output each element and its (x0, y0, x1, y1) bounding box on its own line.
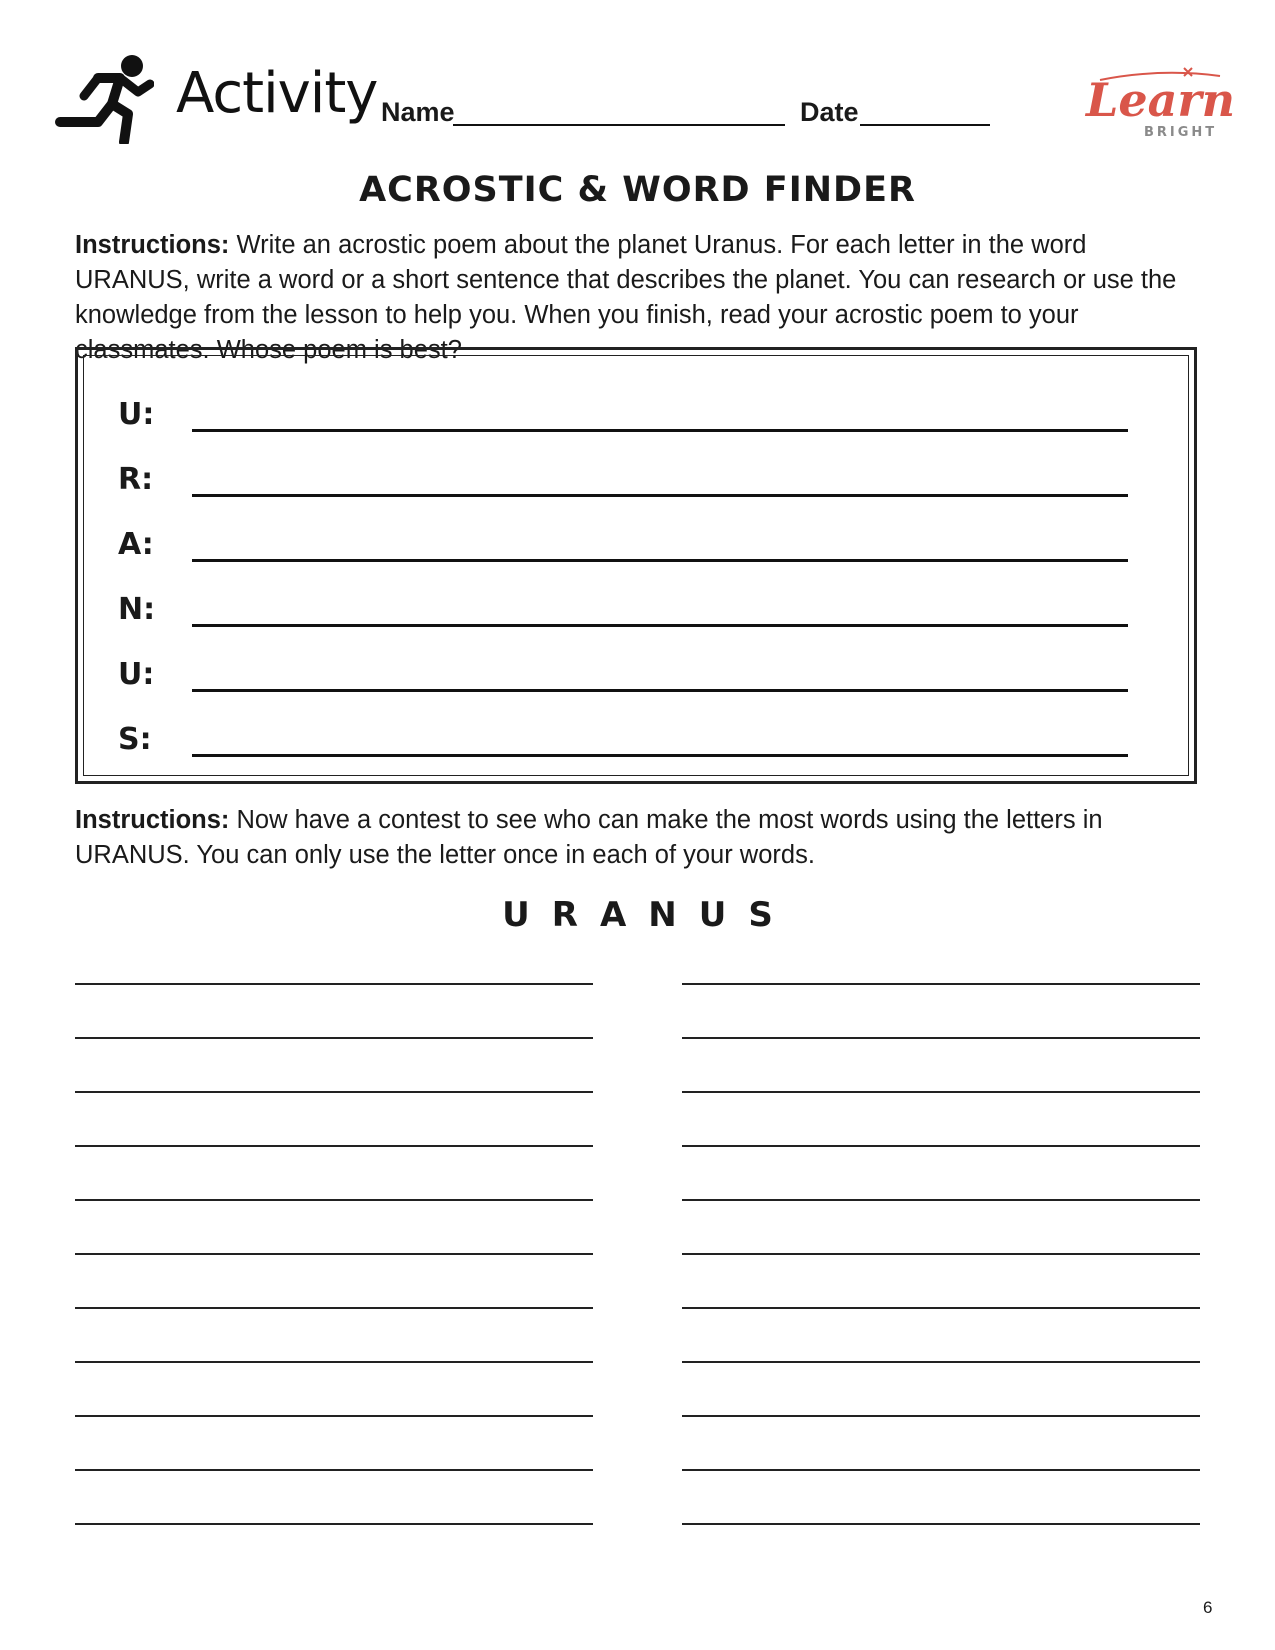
word-line[interactable] (682, 1091, 1200, 1093)
learn-bright-logo (1080, 58, 1240, 148)
word-line[interactable] (682, 1037, 1200, 1039)
acrostic-answer-line[interactable] (192, 559, 1128, 562)
word-line[interactable] (75, 1253, 593, 1255)
acrostic-answer-line[interactable] (192, 494, 1128, 497)
instructions-label: Instructions: (75, 806, 230, 834)
uranus-letters: URANUS (502, 895, 795, 935)
logo-learn-text: Learn (1086, 73, 1236, 127)
acrostic-row[interactable] (118, 378, 1158, 438)
word-line[interactable] (682, 1415, 1200, 1417)
acrostic-row[interactable] (118, 638, 1158, 698)
date-field[interactable] (860, 124, 990, 126)
acrostic-answer-line[interactable] (192, 429, 1128, 432)
date-label: Date (800, 97, 859, 127)
word-line[interactable] (682, 1469, 1200, 1471)
word-line[interactable] (682, 1307, 1200, 1309)
word-line[interactable] (75, 1037, 593, 1039)
acrostic-answer-line[interactable] (192, 624, 1128, 627)
name-field[interactable] (453, 124, 785, 126)
logo-bright-text: BRIGHT (1144, 125, 1218, 140)
acrostic-letter: R: (118, 462, 154, 497)
activity-heading: Activity (176, 61, 378, 126)
word-line[interactable] (75, 983, 593, 985)
word-line[interactable] (682, 1199, 1200, 1201)
word-line[interactable] (682, 1145, 1200, 1147)
word-line[interactable] (75, 1307, 593, 1309)
running-person-icon (54, 52, 154, 144)
instructions-text: Write an acrostic poem about the planet Uranus. For each letter in the word URANUS, write a word or a short sentence that describes the planet. You can research or use the knowledge from the lesson to help you. When you finish, read your acrostic poem to your classmates. Whose poem is best? (75, 231, 1177, 364)
word-line[interactable] (75, 1199, 593, 1201)
word-line[interactable] (75, 1523, 593, 1525)
acrostic-letter: N: (118, 592, 156, 627)
word-line[interactable] (682, 983, 1200, 985)
acrostic-row[interactable] (118, 443, 1158, 503)
acrostic-answer-line[interactable] (192, 689, 1128, 692)
acrostic-letter: U: (118, 657, 155, 692)
word-line[interactable] (75, 1469, 593, 1471)
acrostic-box (75, 347, 1197, 784)
page-number: 6 (1203, 1598, 1213, 1617)
instructions-word-finder (75, 803, 1205, 873)
word-line[interactable] (682, 1523, 1200, 1525)
word-line[interactable] (75, 1361, 593, 1363)
acrostic-letter: A: (118, 527, 154, 562)
acrostic-row[interactable] (118, 703, 1158, 763)
word-line[interactable] (75, 1091, 593, 1093)
instructions-text: Now have a contest to see who can make the most words using the letters in URANUS. You can only use the letter once in each of your words. (75, 806, 1103, 869)
name-label: Name (381, 97, 455, 127)
acrostic-letter: S: (118, 722, 152, 757)
word-line[interactable] (75, 1145, 593, 1147)
instructions-label: Instructions: (75, 231, 230, 259)
acrostic-letter: U: (118, 397, 155, 432)
word-line[interactable] (682, 1253, 1200, 1255)
acrostic-row[interactable] (118, 508, 1158, 568)
word-line[interactable] (75, 1415, 593, 1417)
page-title: ACROSTIC & WORD FINDER (359, 170, 916, 210)
acrostic-row[interactable] (118, 573, 1158, 633)
acrostic-answer-line[interactable] (192, 754, 1128, 757)
word-line[interactable] (682, 1361, 1200, 1363)
